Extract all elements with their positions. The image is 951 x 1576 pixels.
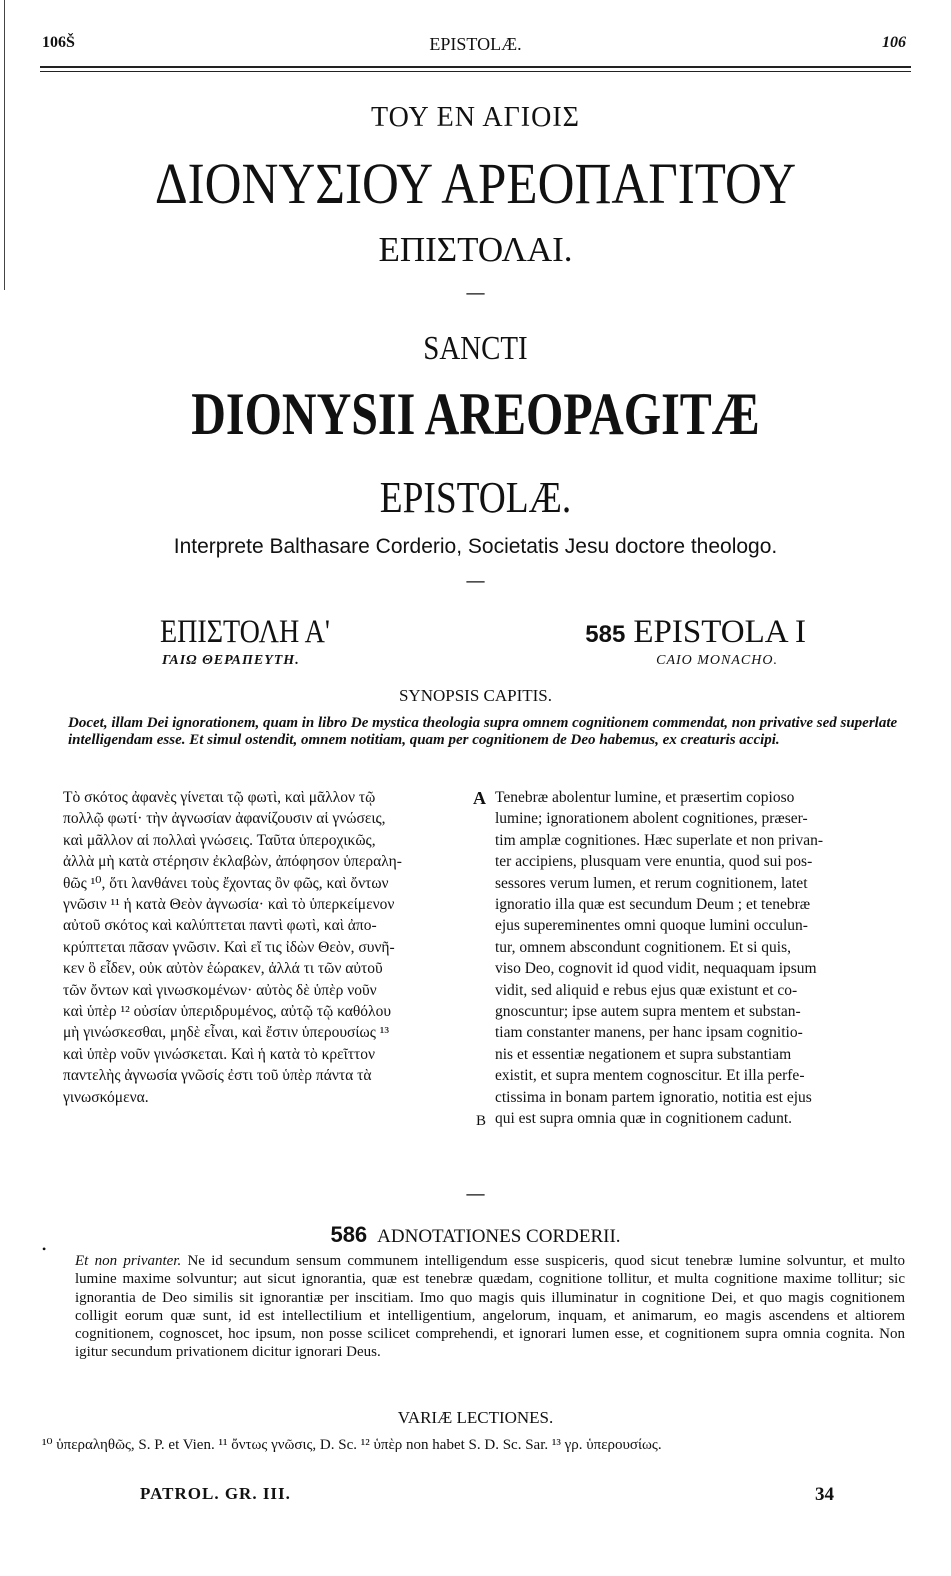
footer-signature: PATROL. GR. III. [140, 1484, 291, 1503]
greek-text-line: καὶ ὑπὲρ ¹² οὐσίαν ὑπεριδρυμένος, αὐτῷ τῷ καθόλου [63, 1003, 391, 1021]
greek-text-line: Τὸ σκότος ἀφανὲς γίνεται τῷ φωτὶ, καὶ μᾶλλον τῷ [63, 789, 376, 806]
latin-text-line: ctissima in bonam partem ignoratio, notitia est ejus [495, 1088, 812, 1106]
variae-heading: VARIÆ LECTIONES. [397, 1408, 554, 1427]
latin-text-line: tiam constanter manens, per hanc ipsam cognitio- [495, 1024, 803, 1042]
bullet-dot: • [42, 1242, 47, 1256]
annotations-text [75, 1252, 905, 1362]
latin-text-column [495, 787, 908, 1130]
latin-text-line: viso Deo, cognovit id quod vidit, nequaquam ipsum [495, 960, 817, 978]
greek-text-line: καὶ ὑπὲρ νοῦν γινώσκεται. Καὶ ἡ κατὰ τὸ κρεῖττον [63, 1045, 376, 1063]
greek-text-line: κρύπτεται πᾶσαν γνῶσιν. Καὶ εἴ τις ἰδὼν Θεὸν, συνῆ- [63, 938, 395, 956]
separator-dash: — [466, 282, 485, 302]
greek-text-line: πολλῷ φωτί· τὴν ἀγνωσίαν ἀφανίζουσιν αἱ γνώσεις, [63, 810, 386, 828]
epistle-latin-addressee: CAIO MONACHO. [656, 653, 778, 668]
latin-text-line: tur, omnem abscondunt cognitionem. Et si quis, [495, 938, 791, 956]
header-page-number-left: 106Š [42, 34, 75, 51]
latin-text-line: nis et essentiæ negationem et supra substantiam [495, 1045, 792, 1063]
epistle-latin-heading [585, 614, 806, 651]
latin-text-line: existit, et supra mentem cognoscitur. Et illa perfe- [495, 1067, 805, 1085]
separator-dash: — [466, 570, 485, 590]
annotation-body: Ne id secundum sensum communem intelligendum esse suspiceris, quod sicut tenebræ lumine solvuntur, et multo lumine maxime solvuntur; aut sicut ignorantia, quæ est tenebræ quædam, cognitione tollitur, et multa cognitione maxime tollitur; sic ignorantia de Deo similis sit ignorantiæ per inscitiam. Imo quo magis quis illuminatur in cognitione Dei, et quo magis cognitionem colligit eorum quæ sunt, id est intellectilium et intelligentium, angelorum, inquam, et animarum, eo magis ascendens et altiorem cognitionem, cognoscet, hoc ipsum, non posse scilicet comprehendi, et ignorari lumen esse, et cognitionem supra omnia cognita. Non igitur secundum privationem dicitur ignorari Deus. [75, 1253, 905, 1361]
column-number: 586 [330, 1222, 368, 1247]
greek-text-column [63, 787, 468, 1108]
latin-text-line: lumine; ignorationem abolent cognitiones, præser- [495, 810, 808, 828]
header-page-number-right: 106 [882, 34, 906, 51]
latin-title-line3: EPISTOLÆ. [379, 473, 572, 522]
running-header [0, 22, 951, 82]
greek-text-line: γνῶσιν ¹¹ ἡ κατὰ Θεὸν ἀγνωσία· καὶ τὸ ὑπερκείμενον [63, 896, 395, 914]
greek-text-line: καὶ μᾶλλον αἱ πολλαὶ γνώσεις. Ταῦτα ὑπεροχικῶς, [63, 831, 376, 849]
header-title: EPISTOLÆ. [429, 34, 522, 54]
annotations-title: ADNOTATIONES CORDERII. [377, 1226, 621, 1247]
synopsis-text: Docet, illam Dei ignorationem, quam in libro De mystica theologia supra omnem cognitionem commendat, non privative sed superlate intelligendam esse. Et simul ostendit, omnem notitiam, quam per cognitionem de Deo habemus, ex creaturis accipi. [68, 715, 898, 748]
latin-text-line: ignoratio illa quæ est secundum Deum ; et tenebræ [495, 896, 811, 914]
latin-text-line: tim amplæ cognitiones. Hæc superlate et non privan- [495, 831, 824, 849]
margin-mark-a: A [473, 788, 486, 808]
column-number: 585 [585, 621, 626, 648]
latin-text-line: ter accipiens, plusquam vere enuntia, quod sui pos- [495, 853, 813, 871]
latin-text-line: gnoscuntur; ipse autem supra mentem et substan- [495, 1003, 801, 1021]
header-rule-thick [40, 66, 911, 68]
greek-text-line: τῶν ὄντων καὶ γινωσκομένων· αὐτὸς δὲ ὑπὲρ νοῦν [63, 981, 377, 999]
latin-text-line: Tenebræ abolentur lumine, et præsertim copioso [495, 789, 795, 806]
footer-sheet-number: 34 [815, 1484, 834, 1505]
greek-text-line: γινωσκόμενα. [63, 1088, 149, 1106]
epistle-greek-title: ΕΠΙΣΤΟΛΗ Α' [160, 614, 330, 650]
greek-text-line: παντελὴς ἀγνωσία γνῶσίς ἐστι τοῦ ὑπὲρ πάντα τὰ [63, 1067, 372, 1085]
latin-title-line1: SANCTI [423, 330, 528, 367]
latin-text-line: sessores verum lumen, et rerum cognitionem, latet [495, 874, 808, 892]
epistle-greek-addressee: ΓΑΙΩ ΘΕΡΑΠΕΥΤΗ. [162, 653, 300, 668]
margin-mark-b: B [476, 1113, 487, 1129]
interpreter-line: Interprete Balthasare Corderio, Societatis Jesu doctore theologo. [173, 535, 778, 558]
latin-text-line: ejus supereminentes omni quoque lumini occulun- [495, 917, 808, 935]
latin-title-line2: DIONYSII AREOPAGITÆ [191, 381, 760, 447]
greek-text-line: μὴ γινώσκεσθαι, μηδὲ εἶναι, καὶ ἔστιν ὑπερουσίως ¹³ [63, 1024, 390, 1042]
greek-text-line: θῶς ¹⁰, ὅτι λανθάνει τοὺς ἔχοντας ὂν φῶς, καὶ ὄντων [63, 874, 389, 892]
separator-dash: — [466, 1183, 485, 1203]
greek-text-line: ἀλλὰ μὴ κατὰ στέρησιν ἐκλαβὼν, ἀπόφησον ὑπεραλη- [63, 853, 402, 871]
greek-text-line: κεν ὃ εἶδεν, οὐκ αὐτὸν ἑώρακεν, ἀλλά τι τῶν αὐτοῦ [63, 960, 383, 978]
latin-text-line: qui est supra omnia quæ in cognitionem cadunt. [495, 1110, 793, 1128]
header-rule-thin [40, 71, 911, 72]
latin-text-line: vidit, sed aliquid e rebus ejus quæ existunt et co- [495, 981, 798, 999]
epistle-latin-title: EPISTOLA I [633, 614, 806, 650]
variae-text: ¹⁰ ὑπεραληθῶς, S. P. et Vien. ¹¹ ὄντως γνῶσις, D. Sc. ¹² ὑπὲρ non habet S. D. Sc. Sar. ¹³ γρ. ὑπερουσίως. [42, 1437, 662, 1453]
greek-text-line: αὐτοῦ σκότος καὶ καλύπτεται παντὶ φωτὶ, καὶ ἀπο- [63, 917, 377, 935]
annotation-lead: Et non privanter. [75, 1253, 182, 1269]
synopsis-heading: SYNOPSIS CAPITIS. [398, 686, 553, 705]
greek-title-line3: ΕΠΙΣΤΟΛΑΙ. [378, 230, 573, 269]
annotations-heading [0, 1222, 951, 1248]
greek-title-line1: ΤΟΥ ΕΝ ΑΓΙΟΙΣ [371, 102, 580, 133]
greek-title-line2: ΔΙΟΝΥΣΙΟΥ ΑΡΕΟΠΑΓΙΤΟΥ [154, 151, 797, 216]
